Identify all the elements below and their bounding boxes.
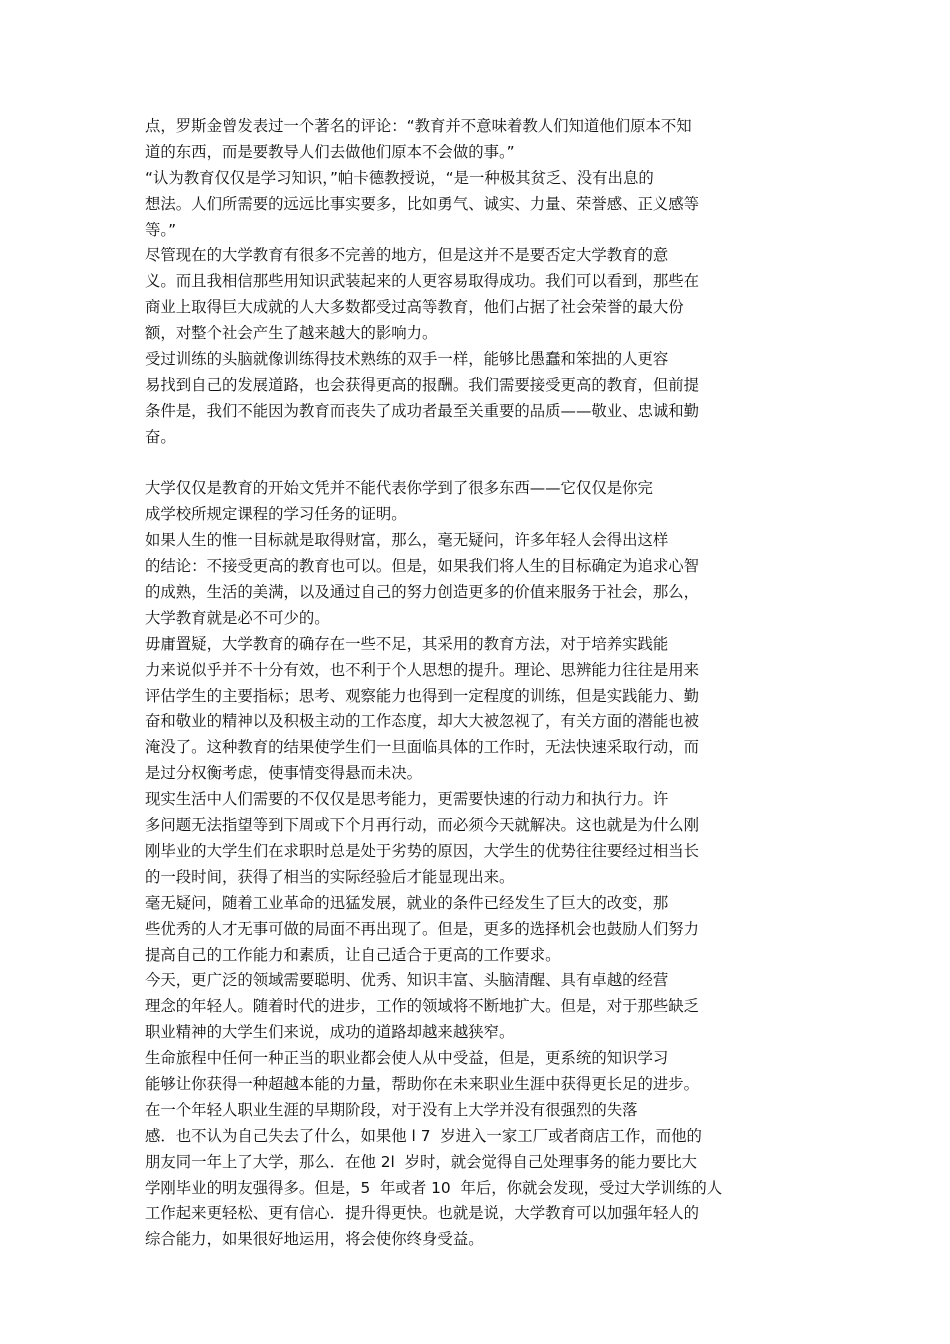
text-line: 刚毕业的大学生们在求职时总是处于劣势的原因，大学生的优势往往要经过相当长 [145,841,700,860]
text-line: 等。” [145,220,177,239]
text-line: 义。而且我相信那些用知识武装起来的人更容易取得成功。我们可以看到，那些在 [145,272,700,291]
text-line: 提高自己的工作能力和素质，让自己适合于更高的工作要求。 [145,945,561,964]
text-line: 理念的年轻人。随着时代的进步，工作的领域将不断地扩大。但是，对于那些缺乏 [145,997,700,1016]
text-line: 大学教育就是必不可少的。 [145,608,330,627]
text-line: 是过分权衡考虑，使事情变得悬而未决。 [145,764,423,783]
text-line: 的结论：不接受更高的教育也可以。但是，如果我们将人生的目标确定为追求心智 [145,557,700,576]
text-line: 些优秀的人才无事可做的局面不再出现了。但是，更多的选择机会也鼓励人们努力 [145,919,700,938]
text-line: 的一段时间，获得了相当的实际经验后才能显现出来。 [145,867,515,886]
text-line: 职业精神的大学生们来说，成功的道路却越来越狭窄。 [145,1023,515,1042]
text-line: 条件是，我们不能因为教育而丧失了成功者最至关重要的品质——敬业、忠诚和勤 [145,401,700,420]
text-line: 毫无疑问，随着工业革命的迅猛发展，就业的条件已经发生了巨大的改变，那 [145,893,669,912]
text-line: 想法。人们所需要的远远比事实要多，比如勇气、诚实、力量、荣誉感、正义感等 [145,194,700,213]
text-line: 力来说似乎并不十分有效，也不利于个人思想的提升。理论、思辨能力往往是用来 [145,660,700,679]
text-line: 如果人生的惟一目标就是取得财富，那么，毫无疑问，许多年轻人会得出这样 [145,531,669,550]
paragraph-gap [145,451,735,477]
text-line: 学刚毕业的明友强得多。但是，5 年或者 10 年后，你就会发现，受过大学训练的人 [145,1178,723,1197]
text-line: 道的东西，而是要教导人们去做他们原本不会做的事。” [145,142,515,161]
text-line: 奋。 [145,427,176,446]
text-line: 毋庸置疑，大学教育的确存在一些不足，其采用的教育方法，对于培养实践能 [145,634,669,653]
text-line: 多问题无法指望等到下周或下个月再行动，而必须今天就解决。这也就是为什么刚 [145,816,700,835]
text-line: 的成熟，生活的美满，以及通过自己的努力创造更多的价值来服务于社会，那么， [145,583,700,602]
text-line: 评估学生的主要指标；思考、观察能力也得到一定程度的训练，但是实践能力、勤 [145,686,700,705]
text-line: 受过训练的头脑就像训练得技术熟练的双手一样，能够比愚蠢和笨拙的人更容 [145,350,669,369]
text-line: 尽管现在的大学教育有很多不完善的地方，但是这并不是要否定大学教育的意 [145,246,669,265]
text-line: 感．也不认为自己失去了什么，如果他 l 7 岁进入一家工厂或者商店工作，而他的 [145,1126,702,1145]
text-line: 朋友同一年上了大学，那么．在他 2l 岁时，就会觉得自己处理事务的能力要比大 [145,1152,698,1171]
text-line: 工作起来更轻松、更有信心．提升得更快。也就是说，大学教育可以加强年轻人的 [145,1204,700,1223]
text-line: 生命旅程中任何一种正当的职业都会使人从中受益，但是，更系统的知识学习 [145,1049,669,1068]
text-line: 成学校所规定课程的学习任务的证明。 [145,505,407,524]
text-line: 综合能力，如果很好地运用，将会使你终身受益。 [145,1230,484,1249]
text-line: 额，对整个社会产生了越来越大的影响力。 [145,324,438,343]
text-line: 能够让你获得一种超越本能的力量，帮助你在未来职业生涯中获得更长足的进步。 [145,1074,700,1093]
text-line: 商业上取得巨大成就的人大多数都受过高等教育，他们占据了社会荣誉的最大份 [145,298,684,317]
text-line: 淹没了。这种教育的结果使学生们一旦面临具体的工作时，无法快速采取行动，而 [145,738,700,757]
text-line: 在一个年轻人职业生涯的早期阶段，对于没有上大学并没有很强烈的失落 [145,1100,638,1119]
text-line: 易找到自己的发展道路，也会获得更高的报酬。我们需要接受更高的教育，但前提 [145,375,700,394]
text-line: 大学仅仅是教育的开始文凭并不能代表你学到了很多东西——它仅仅是你完 [145,479,653,498]
text-line: 现实生活中人们需要的不仅仅是思考能力，更需要快速的行动力和执行力。许 [145,790,669,809]
text-line: 奋和敬业的精神以及积极主动的工作态度，却大大被忽视了，有关方面的潜能也被 [145,712,700,731]
text-line: 点，罗斯金曾发表过一个著名的评论：“教育并不意味着教人们知道他们原本不知 [145,117,692,135]
document-body [145,114,735,1253]
text-line: 今天，更广泛的领域需要聪明、优秀、知识丰富、头脑清醒、具有卓越的经营 [145,971,669,990]
text-line: “认为教育仅仅是学习知识，”帕卡德教授说，“是一种极其贫乏、没有出息的 [145,168,654,187]
